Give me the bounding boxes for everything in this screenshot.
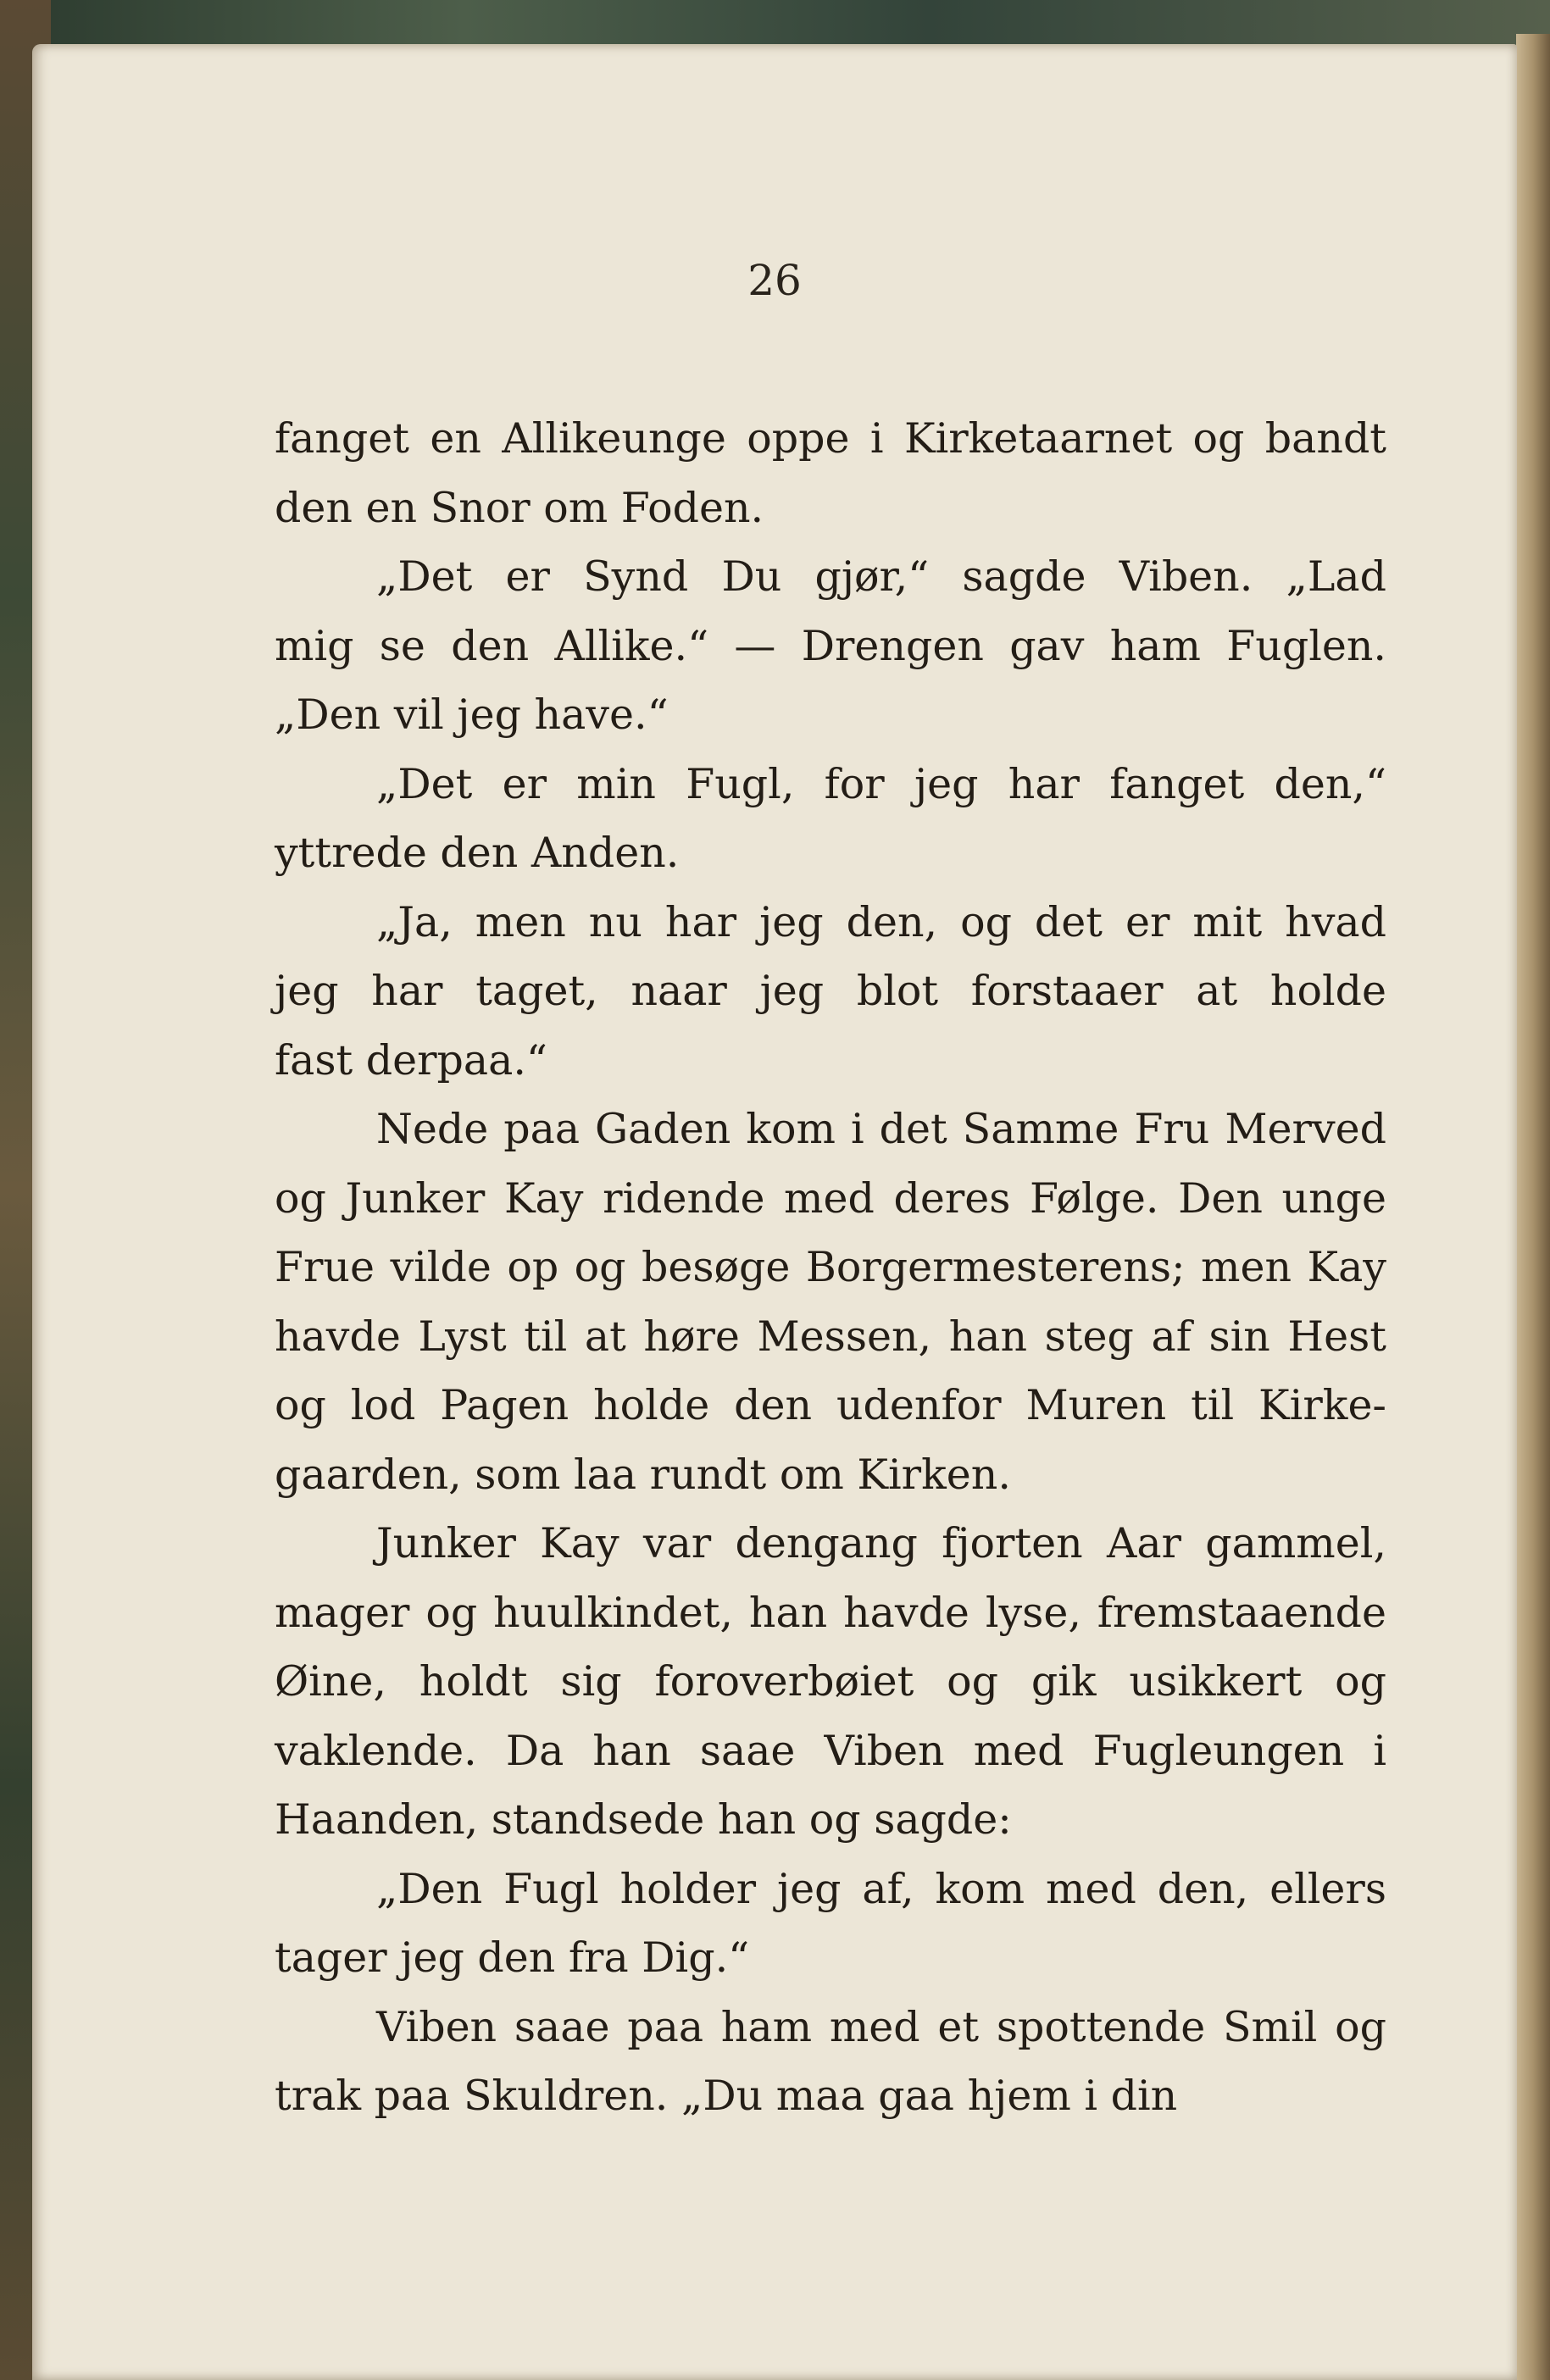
paragraph	[275, 542, 1386, 750]
text-line: den en Snor om Foden.	[275, 483, 764, 532]
text-line: trak paa Skuldren. „Du maa gaa hjem i din	[275, 2072, 1178, 2120]
text-line: „Den Fugl holder jeg af, kom med den, ellers	[376, 1864, 1386, 1913]
body-text	[275, 404, 1386, 2131]
text-line: vaklende. Da han saae Viben med Fugleungen i	[275, 1726, 1386, 1775]
text-line: yttrede den Anden.	[275, 829, 680, 877]
book-cover-top	[0, 0, 1550, 51]
text-line: Frue vilde op og besøge Borgermesterens; men Kay	[275, 1243, 1386, 1291]
text-line: havde Lyst til at høre Messen, han steg af sin Hest	[275, 1312, 1386, 1361]
text-line: Junker Kay var dengang fjorten Aar gammel,	[376, 1519, 1386, 1567]
text-line: „Det er min Fugl, for jeg har fanget den,“	[376, 759, 1386, 808]
text-line: fast derpaa.“	[275, 1035, 547, 1085]
text-line: Nede paa Gaden kom i det Samme Fru Merved	[376, 1105, 1386, 1153]
text-line: mager og huulkindet, han havde lyse, fremstaaende	[275, 1588, 1386, 1637]
text-line: „Ja, men nu har jeg den, og det er mit hvad	[376, 897, 1386, 946]
paragraph	[275, 888, 1386, 1096]
page-number: 26	[747, 256, 802, 305]
paragraph	[275, 1095, 1386, 1509]
text-line: gaarden, som laa rundt om Kirken.	[275, 1450, 1011, 1499]
text-line: Øine, holdt sig foroverbøiet og gik usikkert og	[275, 1657, 1386, 1706]
text-line: jeg har taget, naar jeg blot forstaaer at holde	[275, 967, 1386, 1015]
text-line: og lod Pagen holde den udenfor Muren til Kirke-	[275, 1381, 1386, 1429]
book-page	[32, 44, 1517, 2380]
paragraph	[275, 1855, 1386, 1993]
paragraph	[275, 404, 1386, 542]
text-line: og Junker Kay ridende med deres Følge. Den unge	[275, 1173, 1386, 1223]
text-line: „Den vil jeg have.“	[275, 691, 669, 739]
text-line: tager jeg den fra Dig.“	[275, 1933, 750, 1982]
text-line: Haanden, standsede han og sagde:	[275, 1795, 1012, 1844]
paragraph	[275, 1509, 1386, 1855]
text-line: „Det er Synd Du gjør,“ sagde Viben. „Lad	[376, 552, 1386, 601]
paragraph	[275, 750, 1386, 888]
text-line: fanget en Allikeunge oppe i Kirketaarnet og bandt	[275, 414, 1386, 463]
book-page-edges	[1516, 34, 1550, 2380]
text-line: Viben saae paa ham med et spottende Smil og	[376, 2002, 1386, 2051]
text-line: mig se den Allike.“ — Drengen gav ham Fuglen.	[275, 621, 1386, 670]
paragraph	[275, 1993, 1386, 2131]
